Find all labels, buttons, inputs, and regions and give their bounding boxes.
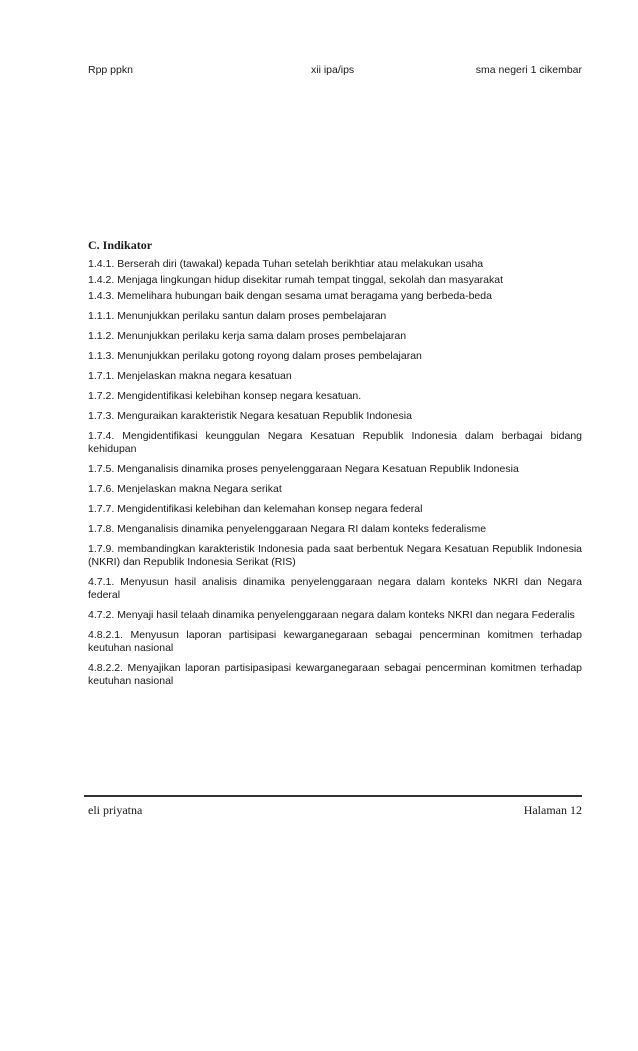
header-left: Rpp ppkn — [88, 64, 133, 76]
indicator-item: 1.1.1. Menunjukkan perilaku santun dalam proses pembelajaran — [88, 310, 387, 322]
footer-page-number: Halaman 12 — [523, 803, 582, 817]
indicator-item: 1.7.4. Mengidentifikasi keunggulan Negara Kesatuan Republik Indonesia dalam berbagai bidang kehidupan — [88, 430, 582, 455]
indicator-item: 1.4.2. Menjaga lingkungan hidup disekitar rumah tempat tinggal, sekolah dan masyarakat — [88, 274, 504, 286]
indicator-item: 1.4.1. Berserah diri (tawakal) kepada Tuhan setelah berikhtiar atau melakukan usaha — [88, 258, 484, 270]
footer-divider — [84, 795, 582, 797]
page-footer — [88, 803, 582, 818]
indicator-item: 4.7.1. Menyusun hasil analisis dinamika penyelenggaraan negara dalam konteks NKRI dan Negara federal — [88, 576, 582, 601]
indicator-item: 1.7.8. Menganalisis dinamika penyelenggaraan Negara RI dalam konteks federalisme — [88, 523, 487, 535]
indicator-item: 1.7.5. Menganalisis dinamika proses penyelenggaraan Negara Kesatuan Republik Indonesia — [88, 463, 519, 475]
indicator-item: 1.7.1. Menjelaskan makna negara kesatuan — [88, 370, 292, 382]
indicator-item: 1.4.3. Memelihara hubungan baik dengan sesama umat beragama yang berbeda-beda — [88, 290, 492, 302]
indicator-item: 1.7.7. Mengidentifikasi kelebihan dan kelemahan konsep negara federal — [88, 503, 423, 515]
indicator-item: 1.1.3. Menunjukkan perilaku gotong royong dalam proses pembelajaran — [88, 350, 422, 362]
indicator-item: 1.7.2. Mengidentifikasi kelebihan konsep negara kesatuan. — [88, 390, 362, 402]
indicator-item: 1.7.3. Menguraikan karakteristik Negara kesatuan Republik Indonesia — [88, 410, 412, 422]
indicator-item: 4.8.2.2. Menyajikan laporan partisipasipasi kewarganegaraan sebagai pencerminan komitmen terhadap keutuhan nasional — [88, 662, 582, 687]
indicator-item: 4.8.2.1. Menyusun laporan partisipasi kewarganegaraan sebagai pencerminan komitmen terhadap keutuhan nasional — [88, 629, 582, 654]
header-right: sma negeri 1 cikembar — [475, 64, 582, 76]
indicator-item: 1.7.9. membandingkan karakteristik Indonesia pada saat berbentuk Negara Kesatuan Republik Indonesia (NKRI) dan Republik Indonesia Serikat (RIS) — [88, 543, 582, 568]
indicator-item: 1.1.2. Menunjukkan perilaku kerja sama dalam proses pembelajaran — [88, 330, 407, 342]
indicator-item: 1.7.6. Menjelaskan makna Negara serikat — [88, 483, 282, 495]
header-center: xii ipa/ips — [311, 64, 355, 76]
indicator-item: 4.7.2. Menyaji hasil telaah dinamika penyelenggaraan negara dalam konteks NKRI dan negara Federalis — [88, 609, 575, 621]
section-title: C. Indikator — [88, 238, 153, 252]
indicator-list — [88, 258, 582, 695]
page-header — [88, 62, 582, 78]
footer-author: eli priyatna — [88, 803, 143, 817]
